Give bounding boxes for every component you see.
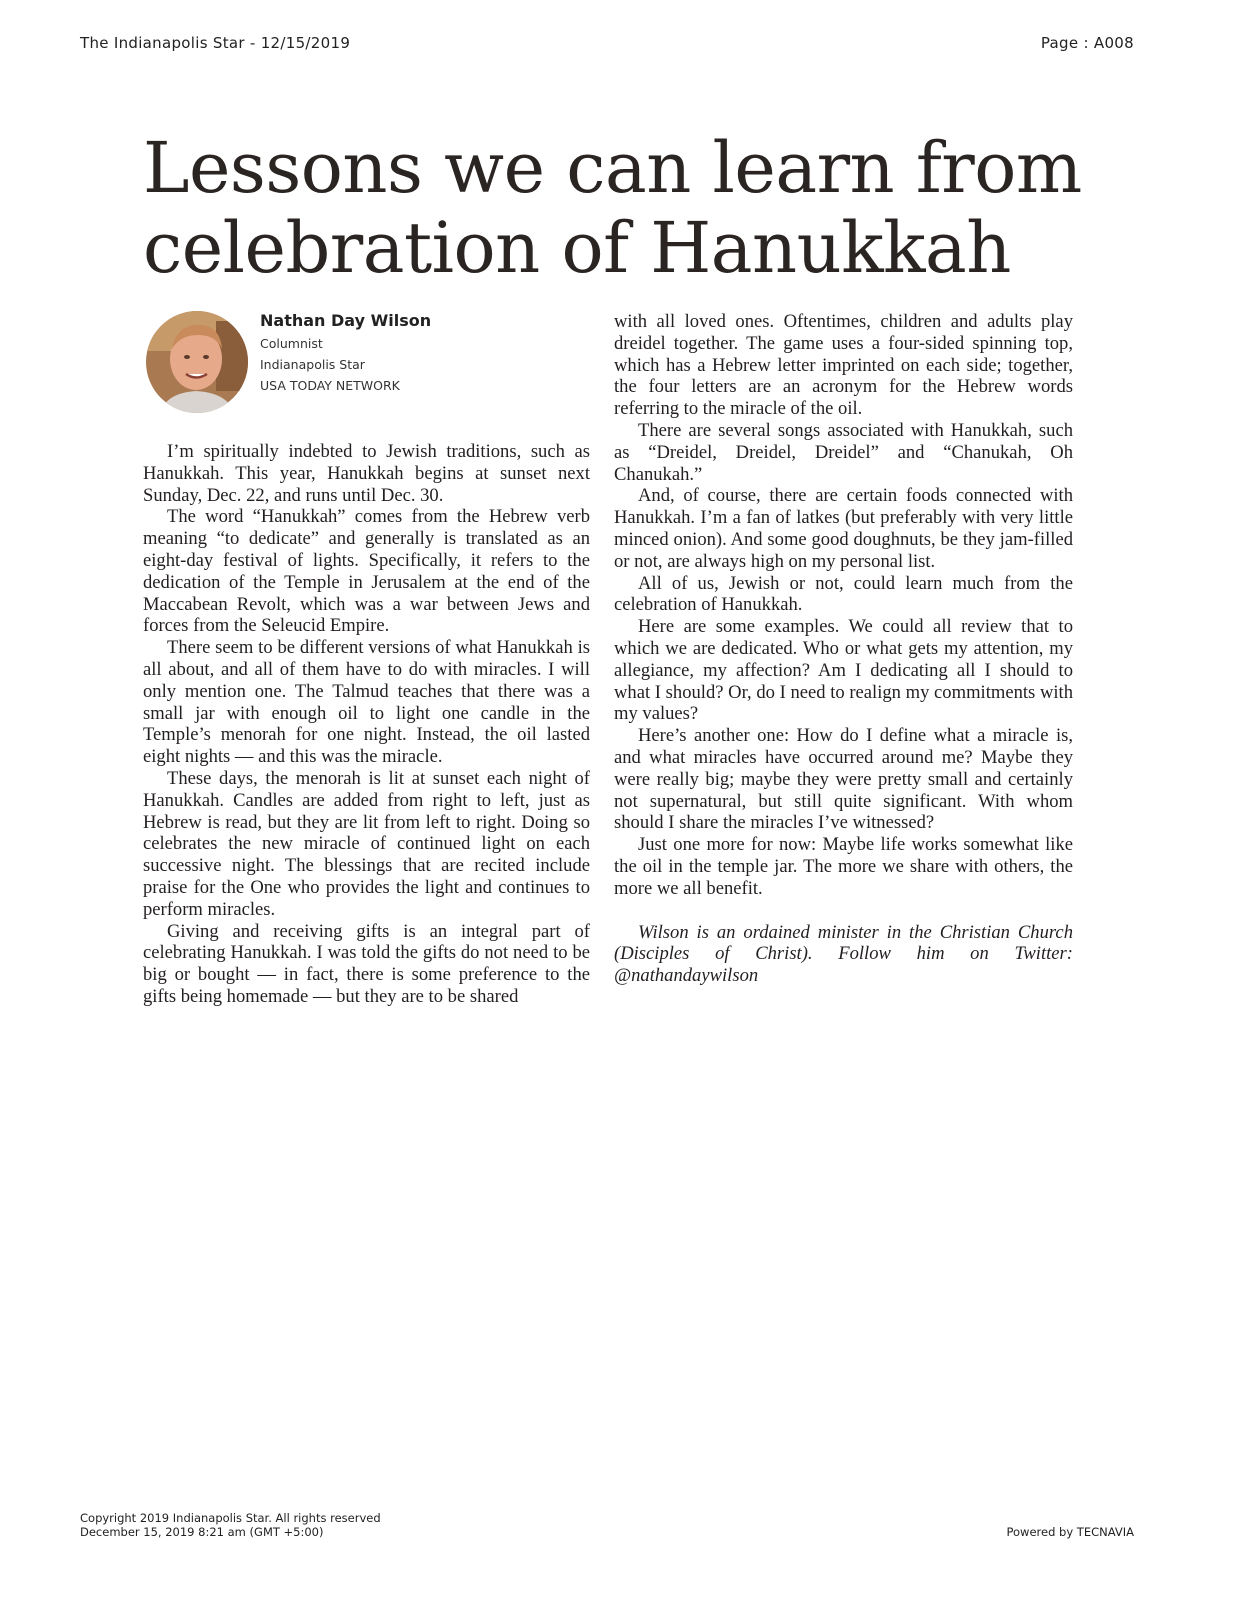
powered-by: Powered by TECNAVIA: [1006, 1525, 1134, 1539]
paragraph: Here’s another one: How do I define what a miracle is, and what miracles have occurred around me? Maybe they were really big; maybe they were pretty small and certainly not supernatural, but still quite significant. With whom should I share the miracles I’ve witnessed?: [614, 725, 1073, 834]
article-headline: Lessons we can learn from celebration of Hanukkah: [143, 127, 1082, 289]
paragraph: And, of course, there are certain foods connected with Hanukkah. I’m a fan of latkes (but preferably with very little minced onion). And some good doughnuts, be they jam-filled or not, are always high on my personal list.: [614, 485, 1073, 572]
paragraph: There are several songs associated with Hanukkah, such as “Dreidel, Dreidel, Dreidel” and “Chanukah, Oh Chanukah.”: [614, 419, 1073, 485]
author-role: Columnist: [260, 336, 323, 351]
author-note: Wilson is an ordained minister in the Christian Church (Disciples of Christ). Follow him on Twitter: @nathandaywilson: [614, 921, 1073, 987]
copyright-notice: Copyright 2019 Indianapolis Star. All rights reserved: [80, 1511, 381, 1525]
author-publication: Indianapolis Star: [260, 357, 365, 372]
byline: [146, 311, 596, 421]
author-name: Nathan Day Wilson: [260, 311, 432, 330]
paragraph: There seem to be different versions of what Hanukkah is all about, and all of them have to do with miracles. I will only mention one. The Talmud teaches that there was a small jar with enough oil to light one candle in the Temple’s menorah for one night. Instead, the oil lasted eight nights — and this was the miracle.: [143, 637, 590, 768]
article-column-left: [143, 441, 590, 1008]
paragraph: All of us, Jewish or not, could learn much from the celebration of Hanukkah.: [614, 572, 1073, 616]
header-source: The Indianapolis Star - 12/15/2019: [80, 34, 351, 52]
paragraph-continuation: with all loved ones. Oftentimes, children and adults play dreidel together. The game uses a four-sided spinning top, which has a Hebrew letter imprinted on each side; together, the four letters are an acronym for the Hebrew words referring to the miracle of the oil.: [614, 311, 1073, 420]
paragraph: Giving and receiving gifts is an integral part of celebrating Hanukkah. I was told the gifts do not need to be big or bought — in fact, there is some preference to the gifts being homemade — but they are to be shared: [143, 920, 590, 1007]
paragraph: The word “Hanukkah” comes from the Hebrew verb meaning “to dedicate” and generally is translated as an eight-day festival of lights. Specifically, it refers to the dedication of the Temple in Jerusalem at the end of the Maccabean Revolt, which was a war between Jews and forces from the Seleucid Empire.: [143, 506, 590, 637]
paragraph: These days, the menorah is lit at sunset each night of Hanukkah. Candles are added from right to left, just as Hebrew is read, but they are lit from left to right. Doing so celebrates the new miracle of continued light on each successive night. The blessings that are recited include praise for the One who provides the light and continues to perform miracles.: [143, 767, 590, 920]
print-timestamp: December 15, 2019 8:21 am (GMT +5:00): [80, 1525, 324, 1539]
byline-text: [260, 311, 431, 399]
article-column-right: [614, 311, 1073, 987]
author-network: USA TODAY NETWORK: [260, 378, 400, 393]
paragraph: I’m spiritually indebted to Jewish traditions, such as Hanukkah. This year, Hanukkah begins at sunset next Sunday, Dec. 22, and runs until Dec. 30.: [143, 441, 590, 506]
header-page-number: Page : A008: [1040, 34, 1134, 52]
paragraph: Just one more for now: Maybe life works somewhat like the oil in the temple jar. The more we share with others, the more we all benefit.: [614, 834, 1073, 899]
footer-left: [80, 1511, 381, 1539]
author-avatar: [146, 311, 248, 413]
paragraph: Here are some examples. We could all review that to which we are dedicated. Who or what gets my attention, my allegiance, my affection? Am I dedicating all I should to what I should? Or, do I need to realign my commitments with my values?: [614, 616, 1073, 725]
